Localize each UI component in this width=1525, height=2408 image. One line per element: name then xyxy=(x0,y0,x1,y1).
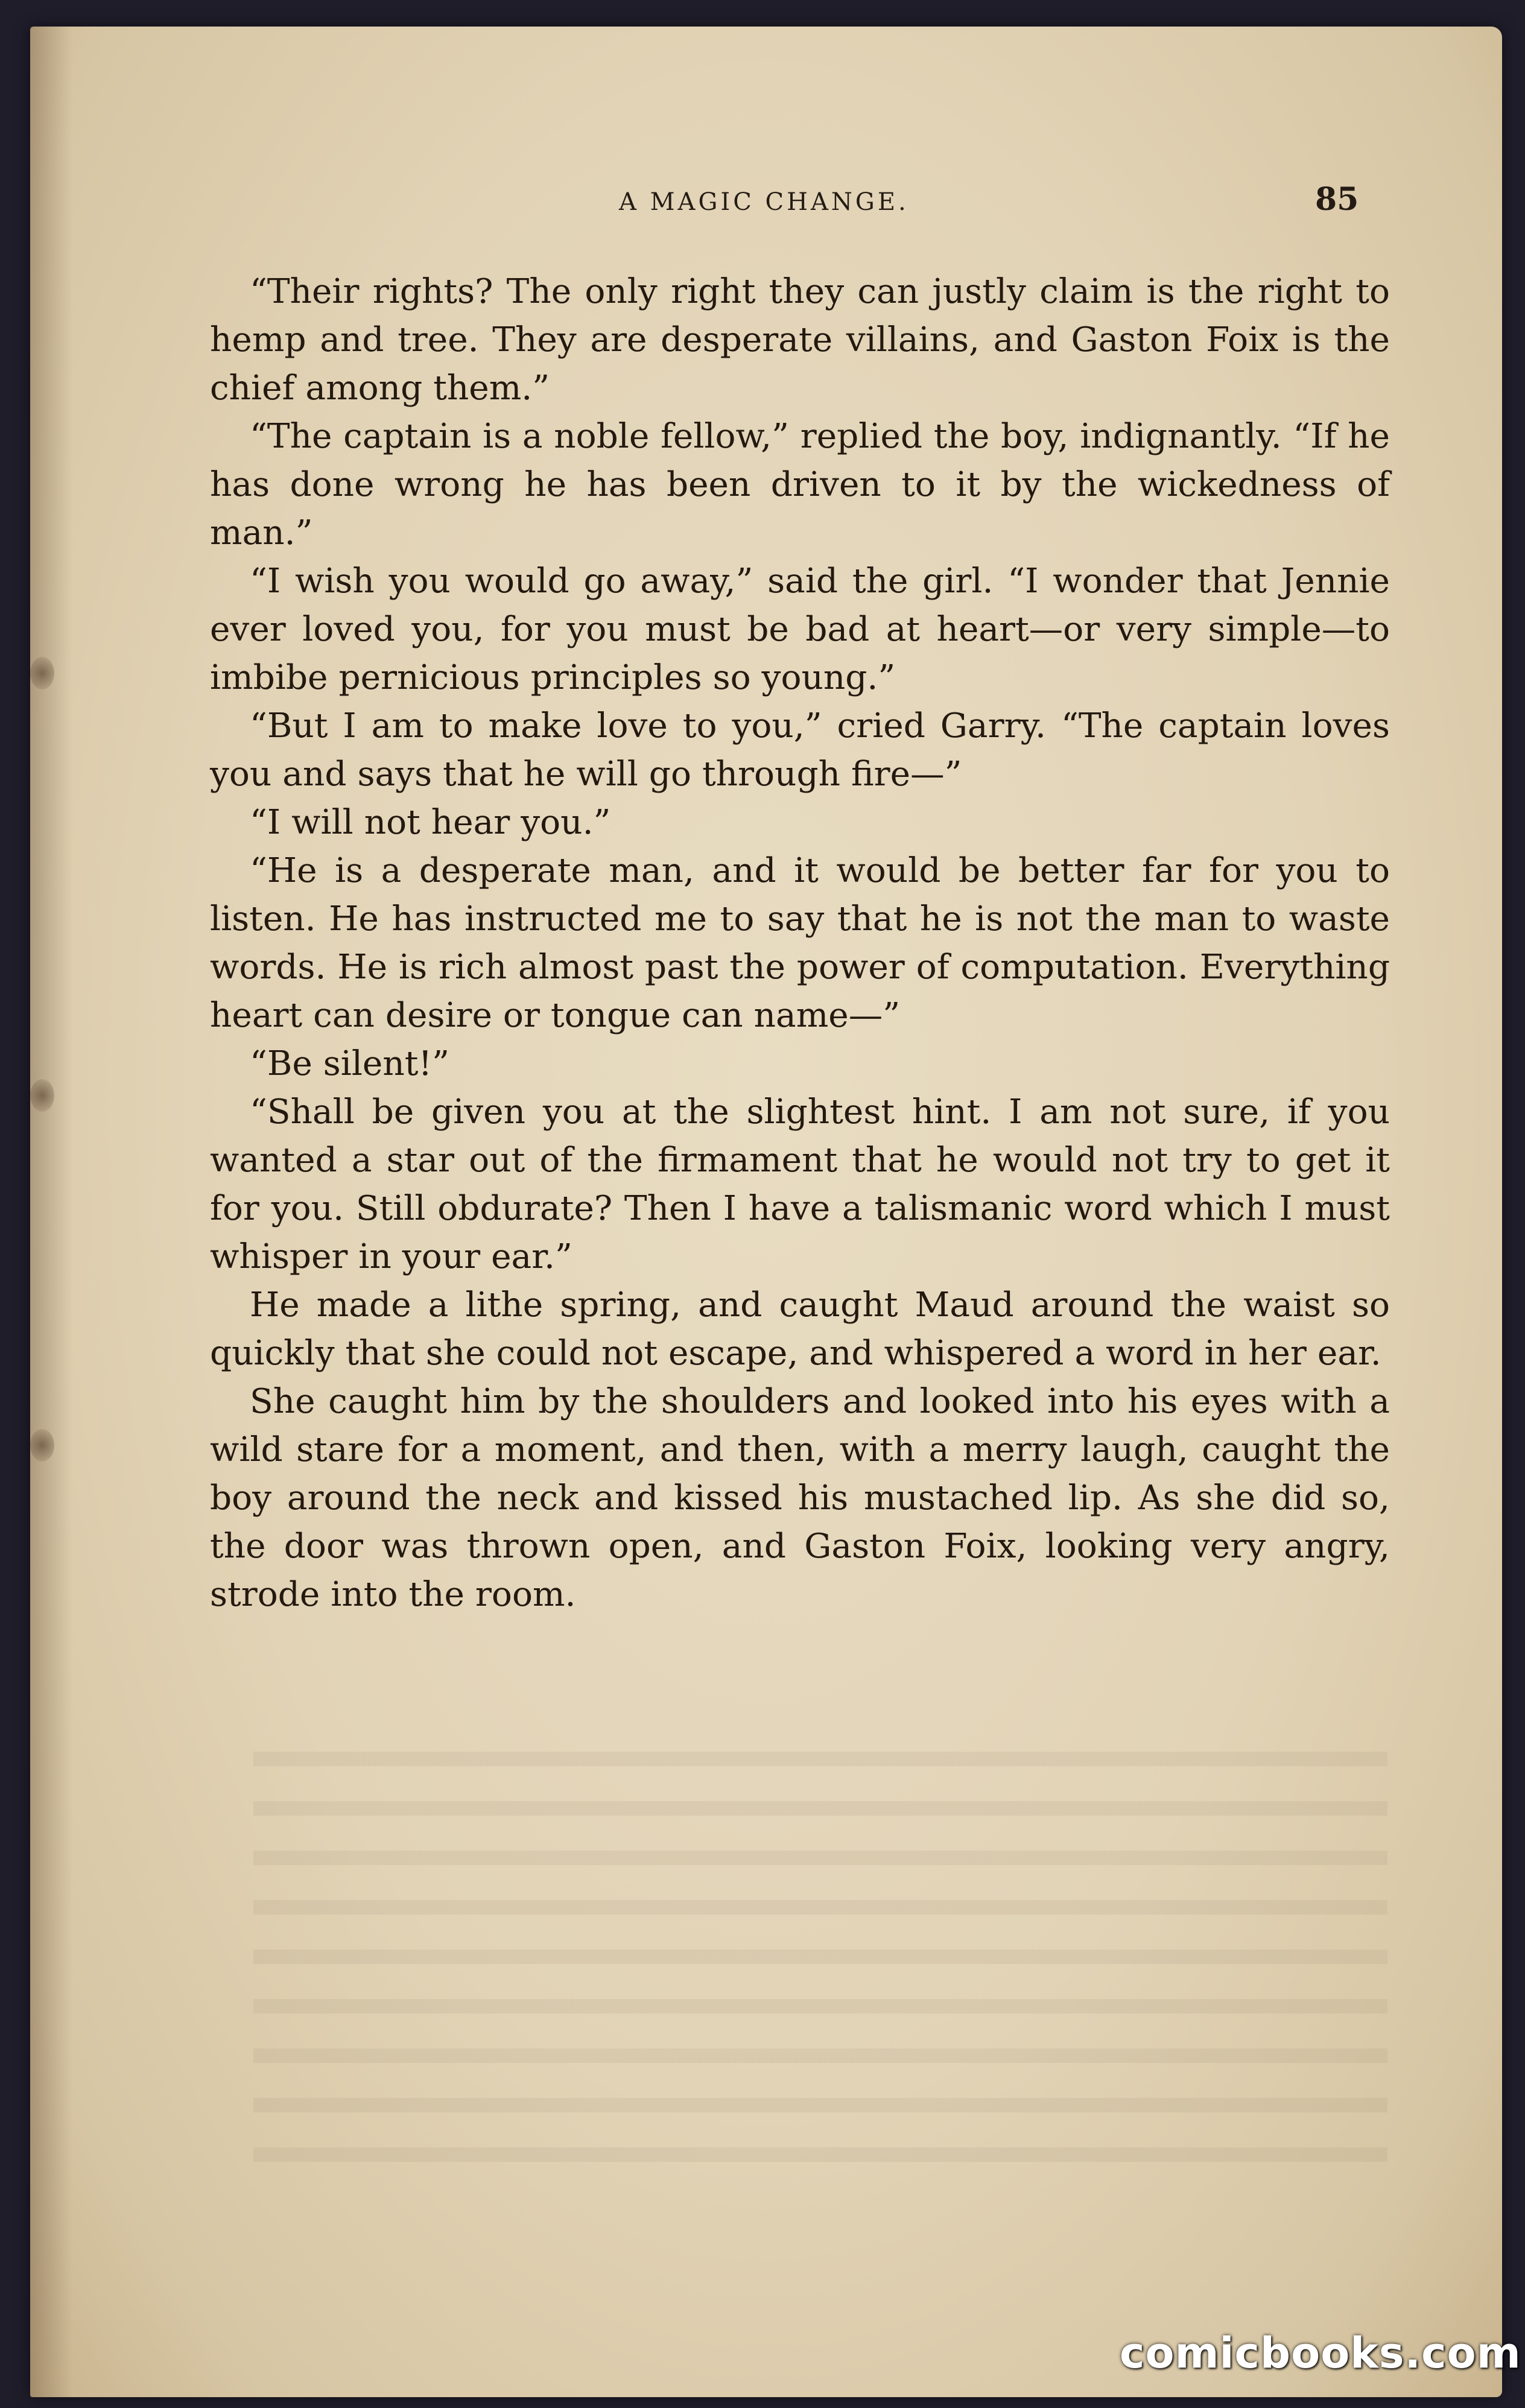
paragraph: “But I am to make love to you,” cried Garry. “The captain loves you and says that he will go through fire—” xyxy=(210,706,1390,794)
paragraph: “Be silent!” xyxy=(250,1044,450,1083)
binding-hole xyxy=(30,657,54,689)
paragraph: “I will not hear you.” xyxy=(250,803,611,842)
watermark: comicbooks.com xyxy=(1120,2328,1521,2378)
book-page xyxy=(30,27,1502,2397)
paragraph: “Their rights? The only right they can justly claim is the right to hemp and tree. They are desperate villains, and Gaston Foix is the chief among them.” xyxy=(210,272,1390,408)
show-through-text xyxy=(253,1752,1387,2174)
paragraph: “I wish you would go away,” said the girl. “I wonder that Jennie ever loved you, for you must be bad at heart—or very simple—to imbibe pernicious principles so young.” xyxy=(210,562,1390,697)
body-text xyxy=(210,268,1390,1619)
paragraph: “The captain is a noble fellow,” replied the boy, indignantly. “If he has done wrong he has been driven to it by the wickedness of man.” xyxy=(210,417,1390,553)
binding-hole xyxy=(30,1429,54,1462)
spine-shadow xyxy=(30,27,72,2397)
binding-hole xyxy=(30,1079,54,1112)
paragraph: “Shall be given you at the slightest hint. I am not sure, if you wanted a star out of the firmament that he would not try to get it for you. Still obdurate? Then I have a talismanic word which I must whisper in your ear.” xyxy=(210,1092,1390,1276)
paragraph: “He is a desperate man, and it would be better far for you to listen. He has instructed me to say that he is not the man to waste words. He is rich almost past the power of computation. Everything heart can desire or tongue can name—” xyxy=(210,851,1390,1035)
page-number: 85 xyxy=(1315,181,1359,218)
paragraph: She caught him by the shoulders and looked into his eyes with a wild stare for a moment, and then, with a merry laugh, caught the boy around the neck and kissed his mustached lip. As she did so, the door was thrown open, and Gaston Foix, looking very angry, strode into the room. xyxy=(210,1382,1390,1614)
paragraph: He made a lithe spring, and caught Maud around the waist so quickly that she could not escape, and whispered a word in her ear. xyxy=(210,1285,1390,1373)
running-head xyxy=(30,181,1502,224)
running-title: A MAGIC CHANGE. xyxy=(619,188,909,216)
